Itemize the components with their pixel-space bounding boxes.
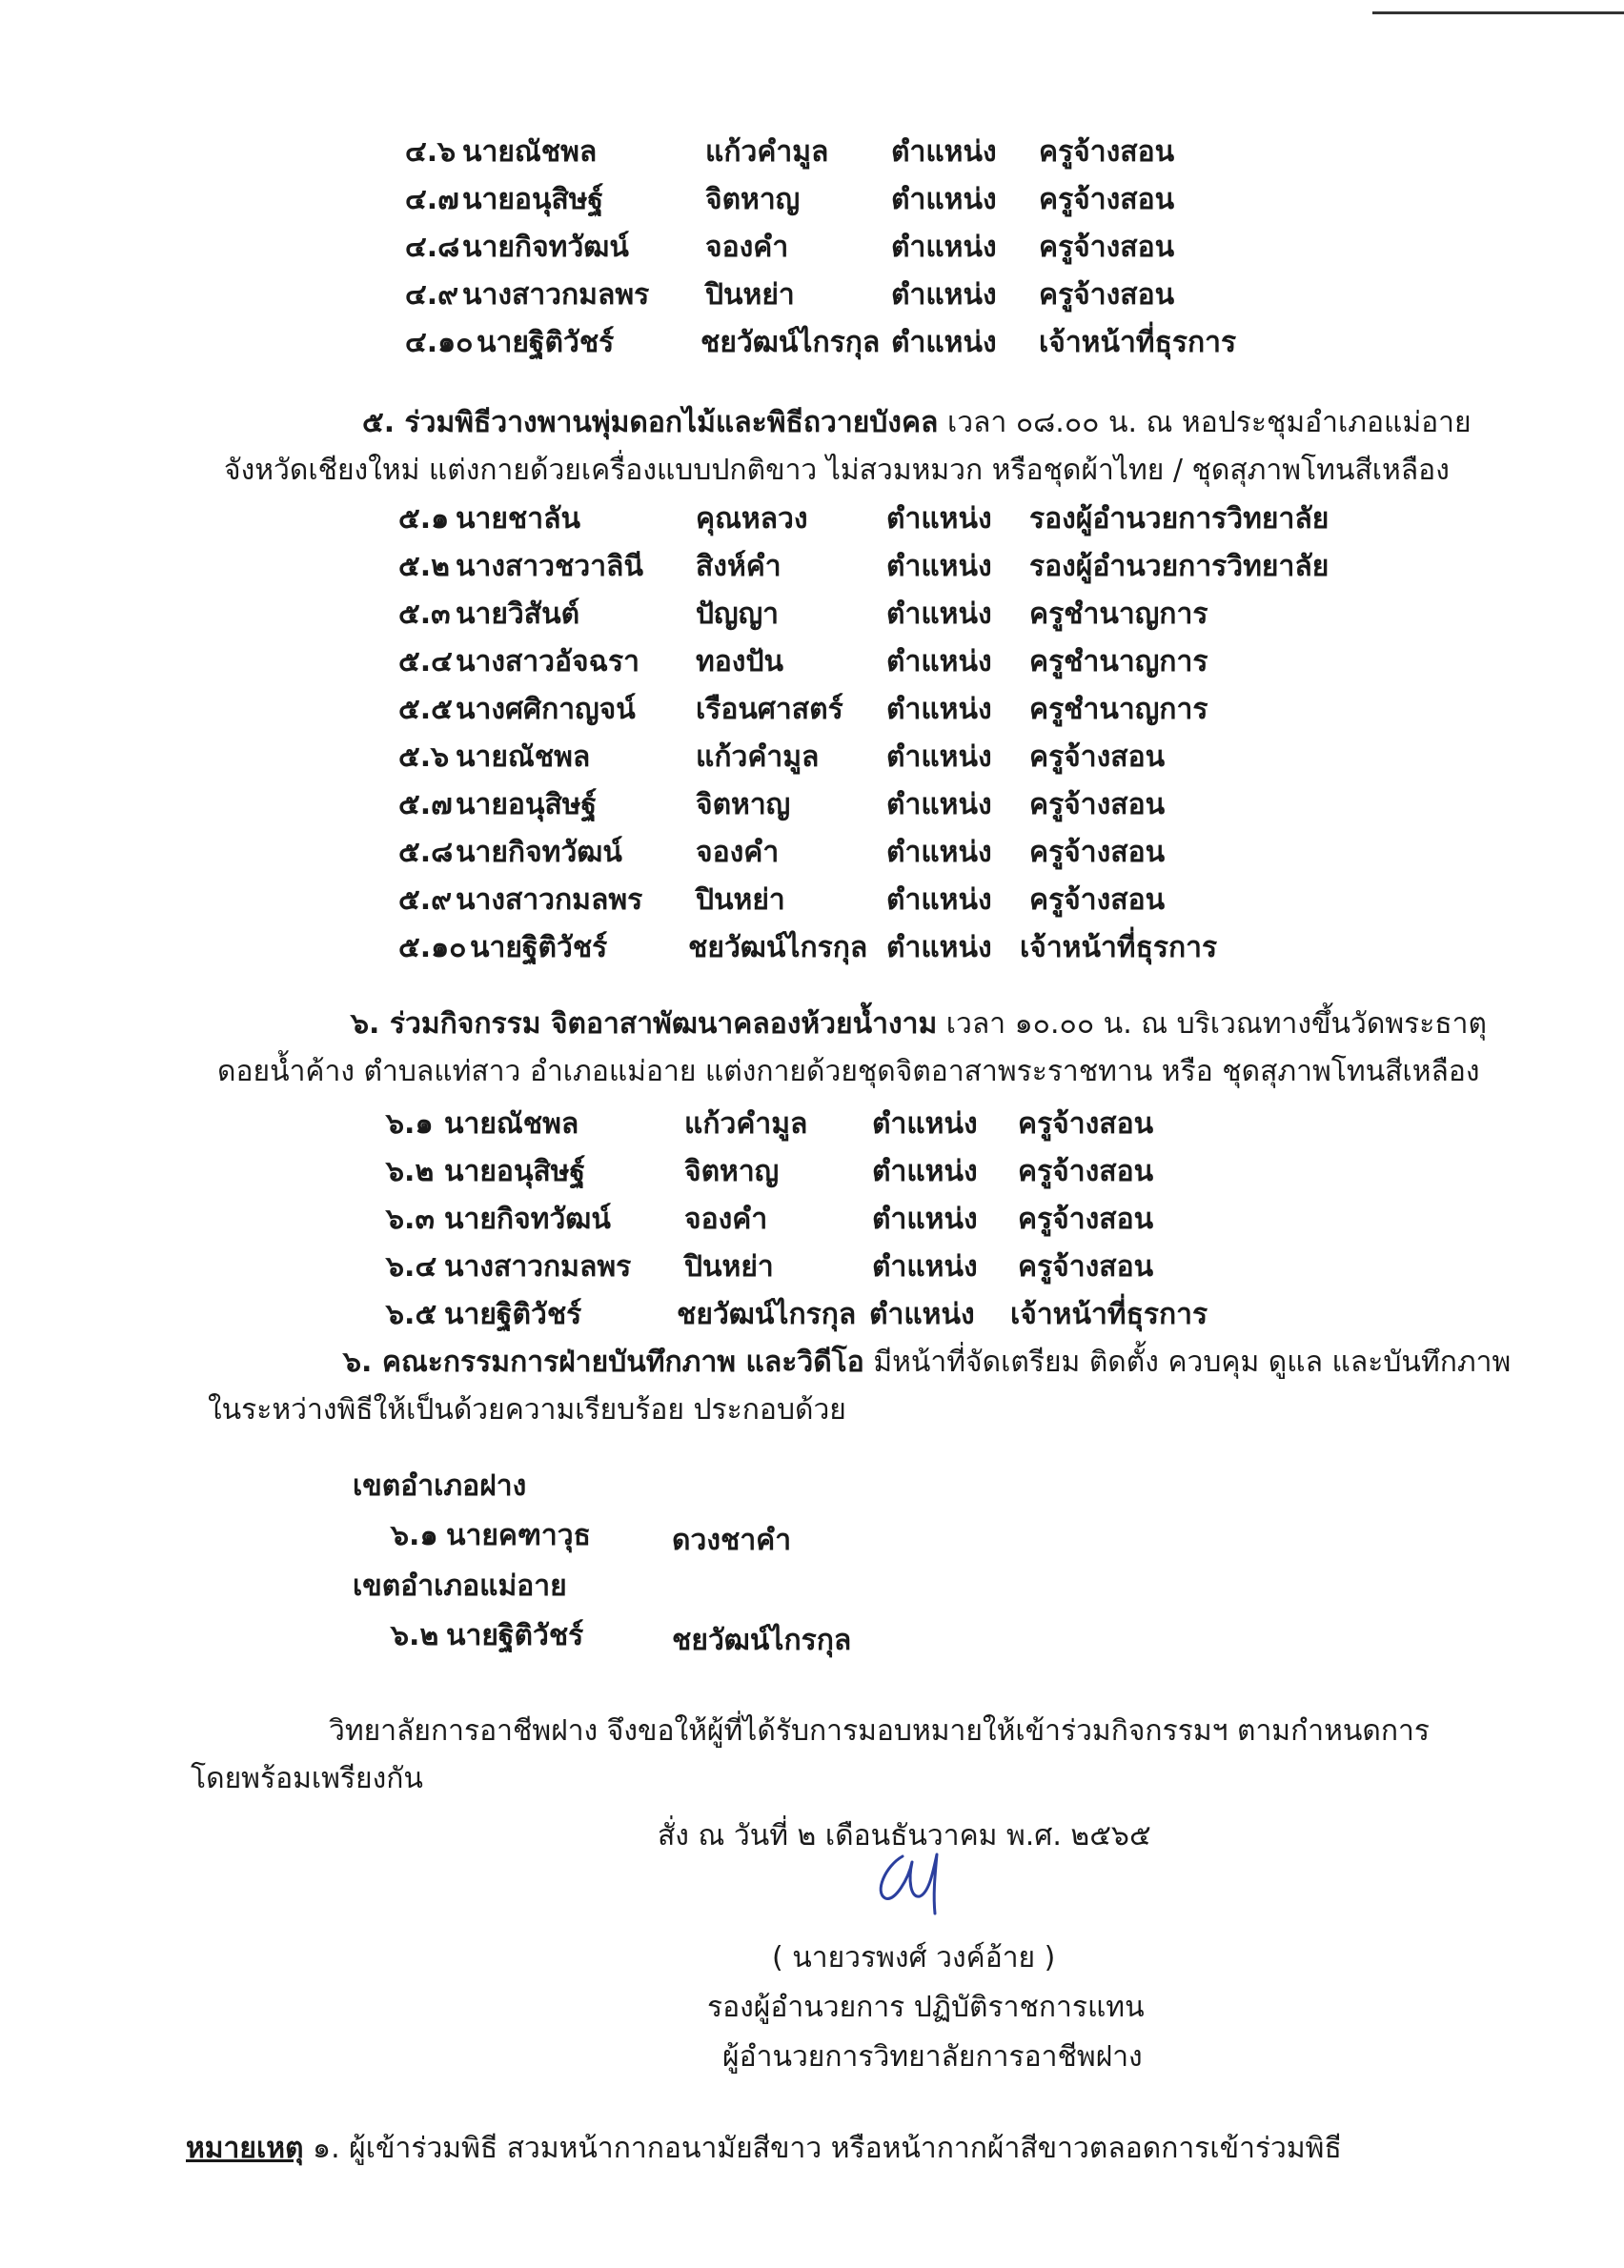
row-position-label: ตำแหน่ง bbox=[886, 883, 992, 917]
row-position: เจ้าหน้าที่ธุรการ bbox=[1020, 931, 1218, 964]
closing-paragraph: วิทยาลัยการอาชีพฝาง จึงขอให้ผู้ที่ได้รับการมอบหมายให้เข้าร่วมกิจกรรมฯ ตามกำหนดการ bbox=[329, 1714, 1430, 1748]
section6b-duty-cont: ในระหว่างพิธีให้เป็นด้วยความเรียบร้อย ประกอบด้วย bbox=[208, 1393, 846, 1427]
row-name: นายคฑาวุธ bbox=[446, 1519, 591, 1552]
row-number: ๕.๙ bbox=[398, 883, 453, 917]
section6b-heading-line bbox=[343, 1344, 1511, 1382]
row-position-label: ตำแหน่ง bbox=[886, 836, 992, 869]
row-position: เจ้าหน้าที่ธุรการ bbox=[1010, 1298, 1208, 1331]
row-name: นางสาวกมลพร bbox=[444, 1250, 632, 1284]
row-name: นายฐิติวัชร์ bbox=[477, 326, 615, 359]
row-position: ครูชำนาญการ bbox=[1029, 645, 1208, 678]
order-date: สั่ง ณ วันที่ ๒ เดือนธันวาคม พ.ศ. ๒๕๖๕ bbox=[658, 1819, 1151, 1853]
row-name: นางสาวกมลพร bbox=[456, 883, 643, 917]
row-number: ๕.๕ bbox=[398, 693, 453, 726]
district-mae-ai: เขตอำเภอแม่อาย bbox=[353, 1569, 567, 1603]
row-surname: แก้วคำมูล bbox=[696, 740, 820, 774]
row-position: ครูจ้างสอน bbox=[1018, 1203, 1154, 1236]
row-position-label: ตำแหน่ง bbox=[886, 645, 992, 678]
row-position: ครูจ้างสอน bbox=[1039, 278, 1175, 312]
row-name: นางสาวอัจฉรา bbox=[456, 645, 639, 678]
row-surname: แก้วคำมูล bbox=[684, 1107, 808, 1141]
row-number: ๖.๒ bbox=[391, 1619, 439, 1652]
footnote-label: หมายเหตุ bbox=[186, 2132, 304, 2165]
row-position-label: ตำแหน่ง bbox=[872, 1107, 978, 1141]
row-position: ครูจ้างสอน bbox=[1039, 135, 1175, 169]
row-position: ครูชำนาญการ bbox=[1029, 597, 1208, 631]
row-number: ๔.๘ bbox=[405, 231, 460, 264]
row-name: นายฐิติวัชร์ bbox=[446, 1619, 584, 1652]
closing-paragraph-cont: โดยพร้อมเพรียงกัน bbox=[191, 1762, 423, 1795]
row-number: ๕.๔ bbox=[398, 645, 453, 678]
row-number: ๕.๓ bbox=[398, 597, 451, 631]
section6b-heading: ๖. คณะกรรมการฝ่ายบันทึกภาพ และวิดีโอ bbox=[343, 1346, 864, 1379]
row-name: นายอนุสิษฐ์ bbox=[444, 1155, 586, 1188]
row-surname: จองคำ bbox=[684, 1203, 768, 1236]
top-border-line bbox=[1372, 11, 1624, 14]
row-position-label: ตำแหน่ง bbox=[869, 1298, 975, 1331]
row-surname: ชยวัฒน์ไกรกุล bbox=[700, 326, 881, 359]
row-position: ครูจ้างสอน bbox=[1029, 788, 1166, 821]
row-number: ๖.๑ bbox=[386, 1107, 434, 1141]
row-position-label: ตำแหน่ง bbox=[872, 1155, 978, 1188]
row-position-label: ตำแหน่ง bbox=[891, 326, 997, 359]
footnote bbox=[186, 2130, 1342, 2168]
row-position: ครูจ้างสอน bbox=[1018, 1250, 1154, 1284]
row-position-label: ตำแหน่ง bbox=[891, 135, 997, 169]
section6b-duty: มีหน้าที่จัดเตรียม ติดตั้ง ควบคุม ดูแล และบันทึกภาพ bbox=[863, 1346, 1512, 1379]
row-surname: ปินหย่า bbox=[696, 883, 785, 917]
row-name: นายฐิติวัชร์ bbox=[470, 931, 608, 964]
row-position-label: ตำแหน่ง bbox=[891, 183, 997, 216]
row-position: ครูจ้างสอน bbox=[1029, 836, 1166, 869]
section6a-heading: ๖. ร่วมกิจกรรม จิตอาสาพัฒนาคลองห้วยน้ำงาม bbox=[351, 1007, 938, 1041]
row-position: รองผู้อำนวยการวิทยาลัย bbox=[1029, 502, 1330, 536]
row-surname: ชยวัฒน์ไกรกุล bbox=[688, 931, 868, 964]
row-position-label: ตำแหน่ง bbox=[886, 740, 992, 774]
row-surname: ปัญญา bbox=[696, 597, 780, 631]
row-name: นายกิจทวัฒน์ bbox=[444, 1203, 611, 1236]
district-fang: เขตอำเภอฝาง bbox=[353, 1469, 527, 1503]
row-surname: ชยวัฒน์ไกรกุล bbox=[677, 1298, 857, 1331]
row-name: นายณัชพล bbox=[456, 740, 591, 774]
row-surname: จิตหาญ bbox=[696, 788, 791, 821]
row-position-label: ตำแหน่ง bbox=[872, 1203, 978, 1236]
row-position-label: ตำแหน่ง bbox=[886, 693, 992, 726]
section6a-time-venue: เวลา ๑๐.๐๐ น. ณ บริเวณทางขึ้นวัดพระธาตุ bbox=[937, 1007, 1487, 1041]
row-surname: เรือนศาสตร์ bbox=[696, 693, 843, 726]
row-number: ๕.๘ bbox=[398, 836, 454, 869]
row-number: ๖.๕ bbox=[386, 1298, 437, 1331]
row-name: นายณัชพล bbox=[462, 135, 598, 169]
row-surname: สิงห์คำ bbox=[696, 550, 782, 583]
row-surname: ดวงชาคำ bbox=[672, 1524, 792, 1557]
row-name: นายอนุสิษฐ์ bbox=[462, 183, 604, 216]
row-name: นายณัชพล bbox=[444, 1107, 579, 1141]
row-number: ๔.๖ bbox=[405, 135, 457, 169]
row-number: ๕.๖ bbox=[398, 740, 450, 774]
row-position-label: ตำแหน่ง bbox=[872, 1250, 978, 1284]
row-position: ครูจ้างสอน bbox=[1039, 231, 1175, 264]
row-surname: จิตหาญ bbox=[705, 183, 801, 216]
row-name: นายอนุสิษฐ์ bbox=[456, 788, 598, 821]
row-position-label: ตำแหน่ง bbox=[886, 788, 992, 821]
section5-heading-line bbox=[362, 404, 1472, 442]
row-number: ๕.๑ bbox=[398, 502, 450, 536]
row-position: ครูจ้างสอน bbox=[1018, 1155, 1154, 1188]
row-name: นายกิจทวัฒน์ bbox=[456, 836, 622, 869]
signatory-title-2: ผู้อำนวยการวิทยาลัยการอาชีพฝาง bbox=[722, 2040, 1143, 2074]
row-position: รองผู้อำนวยการวิทยาลัย bbox=[1029, 550, 1330, 583]
row-name: นายวิสันต์ bbox=[456, 597, 580, 631]
row-surname: จองคำ bbox=[705, 231, 789, 264]
signature-mark bbox=[853, 1837, 967, 1923]
row-surname: ชยวัฒน์ไกรกุล bbox=[672, 1624, 852, 1657]
row-name: นายฐิติวัชร์ bbox=[444, 1298, 582, 1331]
row-position-label: ตำแหน่ง bbox=[886, 597, 992, 631]
section5-heading: ๕. ร่วมพิธีวางพานพุ่มดอกไม้และพิธีถวายบังคล bbox=[362, 406, 939, 439]
row-number: ๖.๓ bbox=[386, 1203, 435, 1236]
row-name: นางสาวกมลพร bbox=[462, 278, 650, 312]
row-number: ๔.๗ bbox=[405, 183, 459, 216]
row-position: ครูจ้างสอน bbox=[1018, 1107, 1154, 1141]
row-position: ครูจ้างสอน bbox=[1029, 740, 1166, 774]
row-position: ครูชำนาญการ bbox=[1029, 693, 1208, 726]
row-number: ๖.๑ bbox=[391, 1519, 438, 1552]
row-surname: จิตหาญ bbox=[684, 1155, 780, 1188]
row-position-label: ตำแหน่ง bbox=[886, 502, 992, 536]
section6a-dress-code: ดอยน้ำค้าง ตำบลแท่สาว อำเภอแม่อาย แต่งกายด้วยชุดจิตอาสาพระราชทาน หรือ ชุดสุภาพโทนสีเหลือง bbox=[217, 1055, 1480, 1088]
section5-time-venue: เวลา ๐๘.๐๐ น. ณ หอประชุมอำเภอแม่อาย bbox=[938, 406, 1472, 439]
section6a-heading-line bbox=[351, 1005, 1487, 1043]
row-surname: ปินหย่า bbox=[684, 1250, 774, 1284]
row-position: ครูจ้างสอน bbox=[1029, 883, 1166, 917]
row-number: ๕.๗ bbox=[398, 788, 453, 821]
row-position: ครูจ้างสอน bbox=[1039, 183, 1175, 216]
row-number: ๖.๔ bbox=[386, 1250, 437, 1284]
footnote-text: ๑. ผู้เข้าร่วมพิธี สวมหน้ากากอนามัยสีขาว หรือหน้ากากผ้าสีขาวตลอดการเข้าร่วมพิธี bbox=[303, 2132, 1342, 2165]
row-position: เจ้าหน้าที่ธุรการ bbox=[1039, 326, 1237, 359]
section5-dress-code: จังหวัดเชียงใหม่ แต่งกายด้วยเครื่องแบบปกติขาว ไม่สวมหมวก หรือชุดผ้าไทย / ชุดสุภาพโทนสีเหลือง bbox=[224, 454, 1450, 487]
row-name: นางศศิกาญจน์ bbox=[456, 693, 636, 726]
row-number: ๔.๙ bbox=[405, 278, 459, 312]
row-name: นางสาวชวาลินี bbox=[456, 550, 643, 583]
row-surname: ปินหย่า bbox=[705, 278, 795, 312]
row-number: ๖.๒ bbox=[386, 1155, 435, 1188]
signatory-title: รองผู้อำนวยการ ปฏิบัติราชการแทน bbox=[707, 1991, 1145, 2024]
row-surname: แก้วคำมูล bbox=[705, 135, 829, 169]
row-position-label: ตำแหน่ง bbox=[891, 278, 997, 312]
row-number: ๔.๑๐ bbox=[405, 326, 474, 359]
row-surname: คุณหลวง bbox=[696, 502, 808, 536]
row-surname: จองคำ bbox=[696, 836, 780, 869]
signatory-name: ( นายวรพงศ์ วงค์อ้าย ) bbox=[772, 1941, 1056, 1974]
row-position-label: ตำแหน่ง bbox=[891, 231, 997, 264]
row-number: ๕.๒ bbox=[398, 550, 450, 583]
row-position-label: ตำแหน่ง bbox=[886, 550, 992, 583]
row-number: ๕.๑๐ bbox=[398, 931, 467, 964]
row-name: นายชาลัน bbox=[456, 502, 581, 536]
row-surname: ทองปัน bbox=[696, 645, 783, 678]
row-position-label: ตำแหน่ง bbox=[886, 931, 992, 964]
row-name: นายกิจทวัฒน์ bbox=[462, 231, 629, 264]
